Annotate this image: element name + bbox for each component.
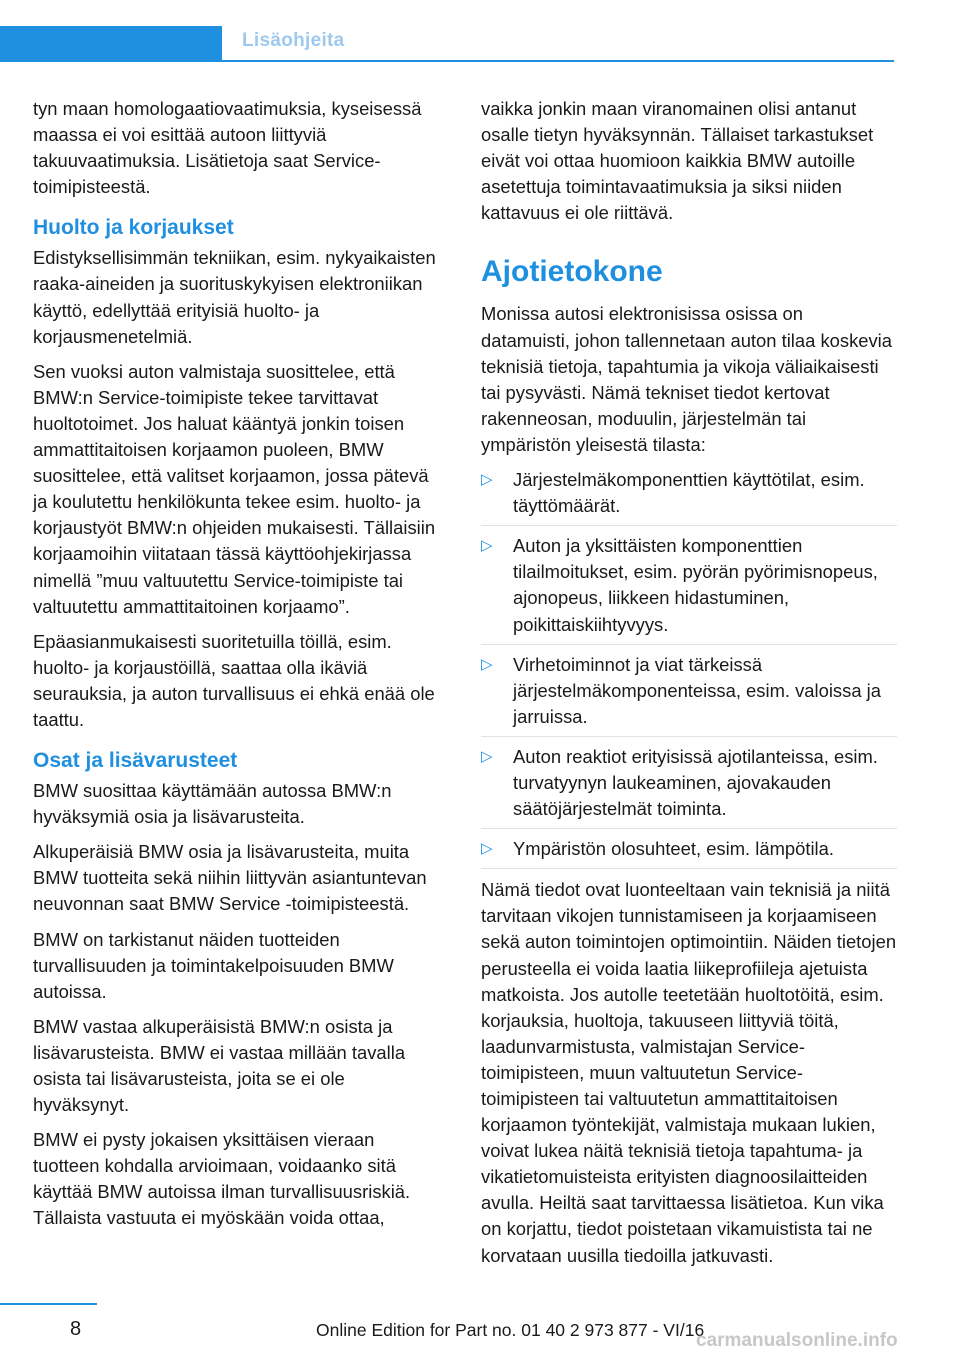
paragraph: BMW on tarkistanut näiden tuotteiden turvallisuuden ja toimintakelpoisuuden BMW autoissa. [33,928,394,1002]
bullet-list [481,467,897,869]
heading-parts: Osat ja lisävarusteet [33,749,238,773]
heading-trip-computer: Ajotietokone [481,255,663,289]
paragraph: vaikka jonkin maan viranomainen olisi antanut osalle tietyn hyväksynnän. Tällaiset tarkastukset eivät voi ottaa huomioon kaikkia BMW autoille asetettuja toimintavaatimuksia ja siksi niiden kattavuus ei ole riittävä. [481,98,874,224]
list-item: ▷ Auton reaktiot erityisissä ajotilanteissa, esim. turvatyynyn laukeaminen, ajovakauden säätöjärjestelmät toiminta. [481,744,897,829]
paragraph: Nämä tiedot ovat luonteeltaan vain teknisiä ja niitä tarvitaan vikojen tunnistamiseen ja korjaamiseen sekä auton toimintojen optimointiin. Näiden tietojen perusteella ei voida laatia liikeprofiileja ajetuista matkoista. Jos autolle teetetään huoltotöitä, esim. korjauksia, huoltoja, takuuseen liittyviä töitä, laadunvarmistusta, valmistajan Service-toimipisteen, muun valtuutetun Service-toimipisteen tai valtuutetun ammattitaitoisen korjaamon työntekijät, valmistaja mukaan lukien, voivat lukea näitä teknisiä tietoja tapahtuma- ja vikatietomuisteista erityisten diagnoosilaitteiden avulla. Heiltä saat tarvittaessa lisätietoa. Kun vika on korjattu, tiedot poistetaan vikamuistista tai ne korvataan uusilla tiedoilla jatkuvasti. [481,879,897,1266]
list-item: ▷ Järjestelmäkomponenttien käyttötilat, esim. täyttömäärät. [481,467,897,526]
footer-edition: Online Edition for Part no. 01 40 2 973 877 - VI/16 [316,1320,705,1340]
right-column [481,96,897,1278]
list-item: ▷ Ympäristön olosuhteet, esim. lämpötila. [481,836,897,869]
paragraph: Sen vuoksi auton valmistaja suosittelee, että BMW:n Service-toimipiste tekee tarvittavat huoltotoimet. Jos haluat kääntyä jonkin toisen ammattitaitoisen korjaamon puoleen, BMW suosittelee, että valitset korjaamon, jossa pätevä ja koulutettu henkilökunta tekee esim. huolto- ja korjaustyöt BMW:n ohjeiden mukaisesti. Tällaisiin korjaamoihin viitataan tässä käyttöohjekirjassa nimellä ”muu valtuutettu Service-toimipiste tai valtuutettu ammattitaitoinen korjaamo”. [33,360,436,617]
heading-service: Huolto ja korjaukset [33,216,234,240]
footer-rule [0,1303,97,1305]
triangle-bullet-icon: ▷ [481,471,493,489]
paragraph: Edistyksellisimmän tekniikan, esim. nykyaikaisten raaka-aineiden ja suorituskykyisen elektroniikan käyttö, edellyttää erityisiä huolto- ja korjausmenetelmiä. [33,247,436,347]
paragraph: BMW ei pysty jokaisen yksittäisen vieraan tuotteen kohdalla arvioimaan, voidaanko sitä käyttää BMW autoissa ilman turvallisuusriskiä. Tällaista vastuuta ei myöskään voida ottaa, [33,1129,411,1229]
page-number: 8 [70,1318,82,1340]
list-item: ▷ Virhetoiminnot ja viat tärkeissä järjestelmäkomponenteissa, esim. valoissa ja jarruissa. [481,652,897,737]
paragraph: Monissa autosi elektronisissa osissa on datamuisti, johon tallennetaan auton tilaa koskevia teknisiä tietoja, tapahtumia ja vikoja väliaikaisesti tai pysyvästi. Nämä tekniset tiedot kertovat rakenneosan, moduulin, järjestelmän tai ympäristön yleisestä tilasta: [481,303,892,455]
paragraph: tyn maan homologaatiovaatimuksia, kyseisessä maassa ei voi esittää autoon liittyviä takuuvaatimuksia. Lisätietoja saat Service-toimipisteestä. [33,98,422,198]
list-item: ▷ Auton ja yksittäisten komponenttien tilailmoitukset, esim. pyörän pyörimisnopeus, ajonopeus, liikkeen hidastuminen, poikittaiskiihtyvyys. [481,533,897,644]
triangle-bullet-icon: ▷ [481,655,493,673]
header-rule [222,60,894,62]
paragraph: BMW vastaa alkuperäisistä BMW:n osista ja lisävarusteista. BMW ei vastaa millään tavalla osista tai lisävarusteista, joita se ei ole hyväksynyt. [33,1015,406,1116]
paragraph: Alkuperäisiä BMW osia ja lisävarusteita, muita BMW tuotteita sekä niihin liittyvän asiantuntevan neuvonnan saat BMW Service -toimipisteestä. [33,841,427,915]
section-title: Lisäohjeita [242,30,345,51]
paragraph: BMW suosittaa käyttämään autossa BMW:n hyväksymiä osia ja lisävarusteita. [33,780,392,828]
paragraph: Epäasianmukaisesti suoritetuilla töillä, esim. huolto- ja korjaustöillä, saattaa olla ikäviä seurauksia, ja auton turvallisuus ei ehkä enää ole taattu. [33,630,435,730]
watermark: carmanualsonline.info [696,1330,898,1351]
triangle-bullet-icon: ▷ [481,537,493,555]
triangle-bullet-icon: ▷ [481,747,493,765]
header-color-block [0,26,222,62]
left-column [33,96,445,1241]
triangle-bullet-icon: ▷ [481,840,493,858]
